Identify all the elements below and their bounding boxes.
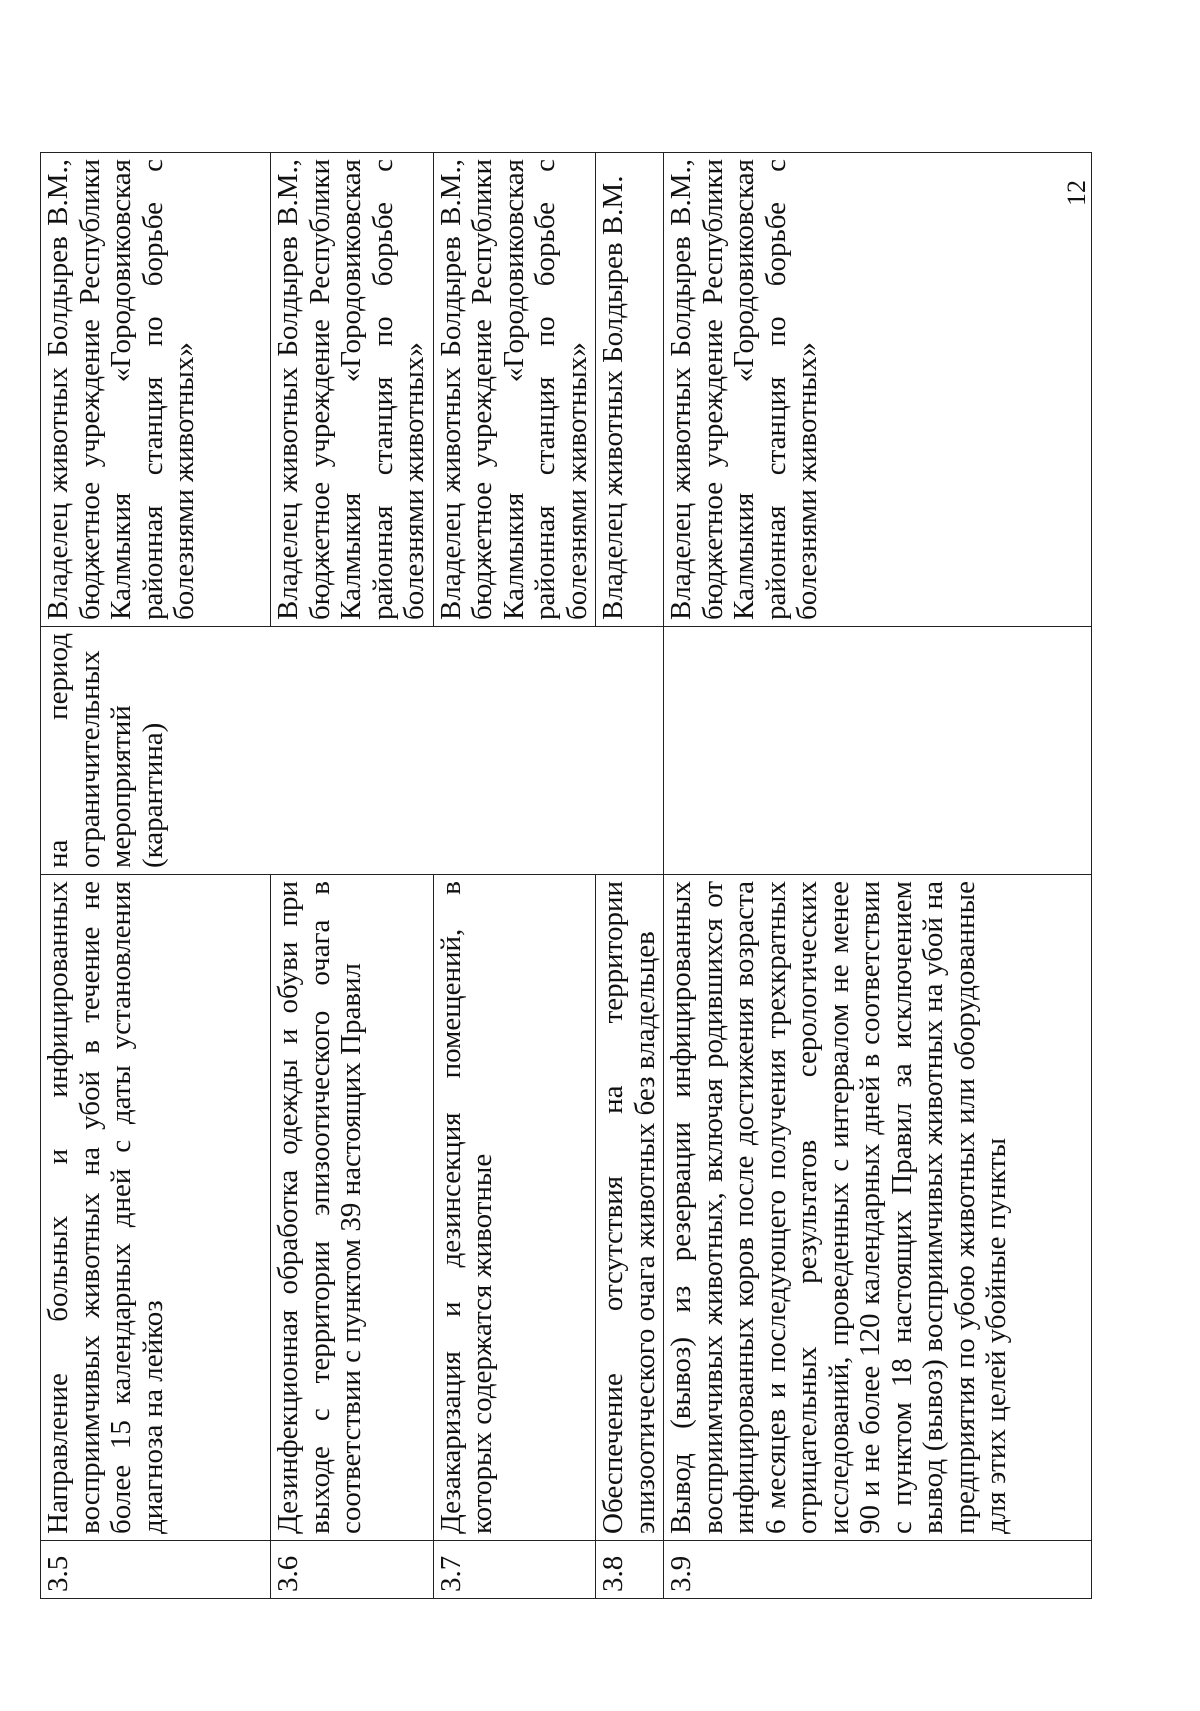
measure-text: Направление больных и инфицированных восприимчивых животных на убой в течение не более 15 календарных дней с даты установления диагноза на лейкоз bbox=[41, 875, 271, 1541]
rotated-page-content bbox=[0, 100, 1100, 1711]
responsible-text: Владелец животных Болдырев В.М., бюджетное учреждение Республики Калмыкия «Городовиковская районная станция по борьбе с болезнями животных» bbox=[664, 153, 1092, 627]
table-row bbox=[664, 153, 1092, 1599]
measure-text: Дезинфекционная обработка одежды и обуви при выходе с территории эпизоотического очага в соответствии с пунктом 39 настоящих Правил bbox=[271, 875, 434, 1541]
term-text: на период ограничительных мероприятий (карантина) bbox=[41, 627, 664, 875]
measure-text: Вывод (вывоз) из резервации инфицированных восприимчивых животных, включая родившихся от инфицированных коров после достижения возраста 6 месяцев и последующего получения трехкратных отрицательных результатов серологических исследований, проведенных с интервалом не менее 90 и не более 120 календарных дней в соответствии с пунктом 18 настоящих Правил за исключением вывод (вывоз) восприимчивых животных на убой на предприятия по убою животных или оборудованные для этих целей убойные пункты bbox=[664, 875, 1092, 1541]
row-number: 3.7 bbox=[433, 1541, 596, 1599]
responsible-text: Владелец животных Болдырев В.М. bbox=[596, 153, 664, 627]
measure-text: Обеспечение отсутствия на территории эпизоотического очага животных без владельцев bbox=[596, 875, 664, 1541]
responsible-text: Владелец животных Болдырев В.М., бюджетное учреждение Республики Калмыкия «Городовиковская районная станция по борьбе с болезнями животных» bbox=[433, 153, 596, 627]
table-row bbox=[271, 153, 434, 1599]
table-row bbox=[596, 153, 664, 1599]
table-row bbox=[41, 153, 271, 1599]
measure-text: Дезакаризация и дезинсекция помещений, в которых содержатся животные bbox=[433, 875, 596, 1541]
table-row bbox=[433, 153, 596, 1599]
measures-table bbox=[40, 152, 1092, 1599]
row-number: 3.9 bbox=[664, 1541, 1092, 1599]
row-number: 3.6 bbox=[271, 1541, 434, 1599]
responsible-text: Владелец животных Болдырев В.М., бюджетное учреждение Республики Калмыкия «Городовиковская районная станция по борьбе с болезнями животных» bbox=[41, 153, 271, 627]
responsible-text: Владелец животных Болдырев В.М., бюджетное учреждение Республики Калмыкия «Городовиковская районная станция по борьбе с болезнями животных» bbox=[271, 153, 434, 627]
row-number: 3.8 bbox=[596, 1541, 664, 1599]
page-number: 12 bbox=[1062, 180, 1091, 206]
row-number: 3.5 bbox=[41, 1541, 271, 1599]
term-text bbox=[664, 627, 1092, 875]
